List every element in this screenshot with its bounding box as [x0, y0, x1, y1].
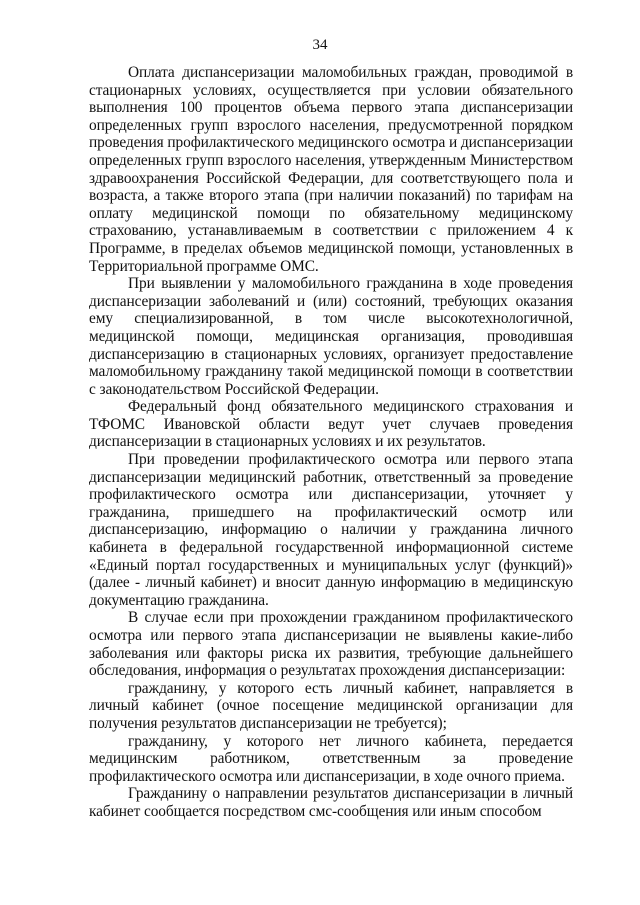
page-number: 34 — [312, 37, 328, 53]
document-body — [89, 64, 573, 821]
paragraph-without-account: гражданину, у которого нет личного кабинета, передается медицинским работником, ответственным за проведение профилактического осмотра или диспансеризации, в ходе очного приема. — [89, 732, 573, 785]
paragraph-notification: Гражданину о направлении результатов диспансеризации в личный кабинет сообщается посредством смс-сообщения или иным способом — [89, 785, 573, 820]
paragraph-payment-conditions: Оплата диспансеризации маломобильных граждан, проводимой в стационарных условиях, осуществляется при условии обязательного выполнения 100 процентов объема первого этапа диспансеризации определенных групп взрослого населения, предусмотренной порядком проведения профилактического медицинского осмотра и диспансеризации определенных групп взрослого населения, утвержденным Министерством здравоохранения Российской Федерации, для соответствующего пола и возраста, а также второго этапа (при наличии показаний) по тарифам на оплату медицинской помощи по обязательному медицинскому страхованию, устанавливаемым в соответствии с приложением 4 к Программе, в пределах объемов медицинской помощи, установленных в Территориальной программе ОМС. — [89, 64, 573, 275]
paragraph-personal-account: При проведении профилактического осмотра или первого этапа диспансеризации медицинский работник, ответственный за проведение профилактического осмотра или диспансеризации, уточняет у гражданина, пришедшего на профилактический осмотр или диспансеризацию, информацию о наличии у гражданина личного кабинета в федеральной государственной информационной системе «Единый портал государственных и муниципальных услуг (функций)» (далее - личный кабинет) и вносит данную информацию в медицинскую документацию гражданина. — [89, 451, 573, 609]
paragraph-no-findings: В случае если при прохождении гражданином профилактического осмотра или первого этапа диспансеризации не выявлены какие-либо заболевания или факторы риска их развития, требующие дальнейшего обследования, информация о результатах прохождения диспансеризации: — [89, 609, 573, 680]
paragraph-with-account: гражданину, у которого есть личный кабинет, направляется в личный кабинет (очное посещение медицинской организации для получения результатов диспансеризации не требуется); — [89, 679, 573, 732]
paragraph-records: Федеральный фонд обязательного медицинского страхования и ТФОМС Ивановской области ведут учет случаев проведения диспансеризации в стационарных условиях и их результатов. — [89, 398, 573, 451]
paragraph-specialized-care: При выявлении у маломобильного гражданина в ходе проведения диспансеризации заболеваний и (или) состояний, требующих оказания ему специализированной, в том числе высокотехнологичной, медицинской помощи, медицинская организация, проводившая диспансеризацию в стационарных условиях, организует предоставление маломобильному гражданину такой медицинской помощи в соответствии с законодательством Российской Федерации. — [89, 275, 573, 398]
